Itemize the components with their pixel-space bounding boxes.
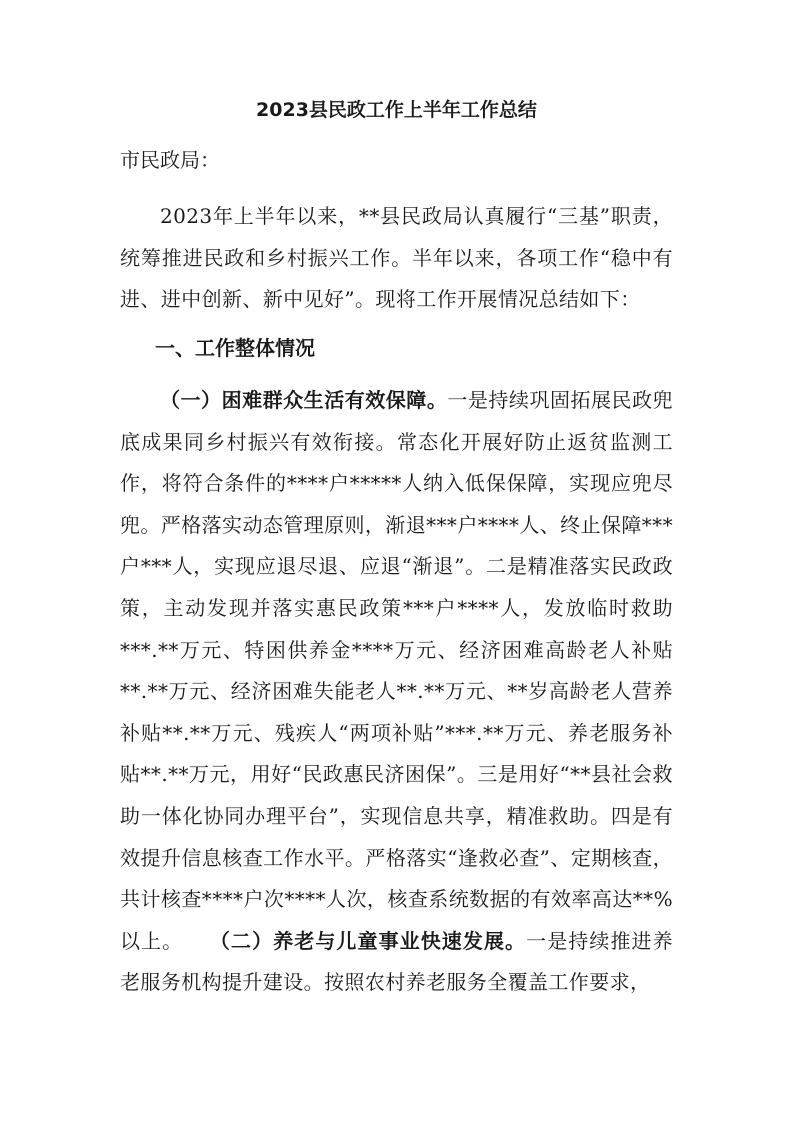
section-heading: 一、工作整体情况 [155, 336, 315, 360]
item1-heading: （一）困难群众生活有效保障。 [160, 388, 448, 412]
item1-text: 一是持续巩固拓展民政兜底成果同乡村振兴有效衔接。常态化开展好防止返贫监测工作，将符合条件的****户*****人纳入低保保障，实现应兜尽兜。严格落实动态管理原则，渐退***户****人、终止保障***户***人，实现应退尽退、应退“渐退”。二是精准落实民政政策，主动发现并落实惠民政策***户****人，发放临时救助***.**万元、特困供养金****万元、经济困难高龄老人补贴**.**万元、经济困难失能老人**.**万元、**岁高龄老人营养补贴**.**万元、残疾人“两项补贴”***.**万元、养老服务补贴**.**万元，用好“民政惠民济困保”。三是用好“**县社会救助一体化协同办理平台”，实现信息共享，精准救助。四是有效提升信息核查工作水平。严格落实“逢救必查”、定期核查，共计核查****户次****人次，核查系统数据的有效率高达**%以上。 [120, 388, 673, 953]
body-paragraph [120, 380, 673, 1004]
item2-text: 一是持续推进养老服务机构提升建设。按照农村养老服务全覆盖工作要求， [120, 928, 674, 995]
item2-heading: （二）养老与儿童事业快速发展。 [209, 928, 527, 953]
document-title: 2023县民政工作上半年工作总结 [256, 99, 537, 121]
intro-paragraph: 2023年上半年以来，**县民政局认真履行“三基”职责，统筹推进民政和乡村振兴工作。半年以来，各项工作“稳中有进、进中创新、新中见好”。现将工作开展情况总结如下： [120, 204, 673, 312]
salutation: 市民政局： [120, 148, 220, 172]
